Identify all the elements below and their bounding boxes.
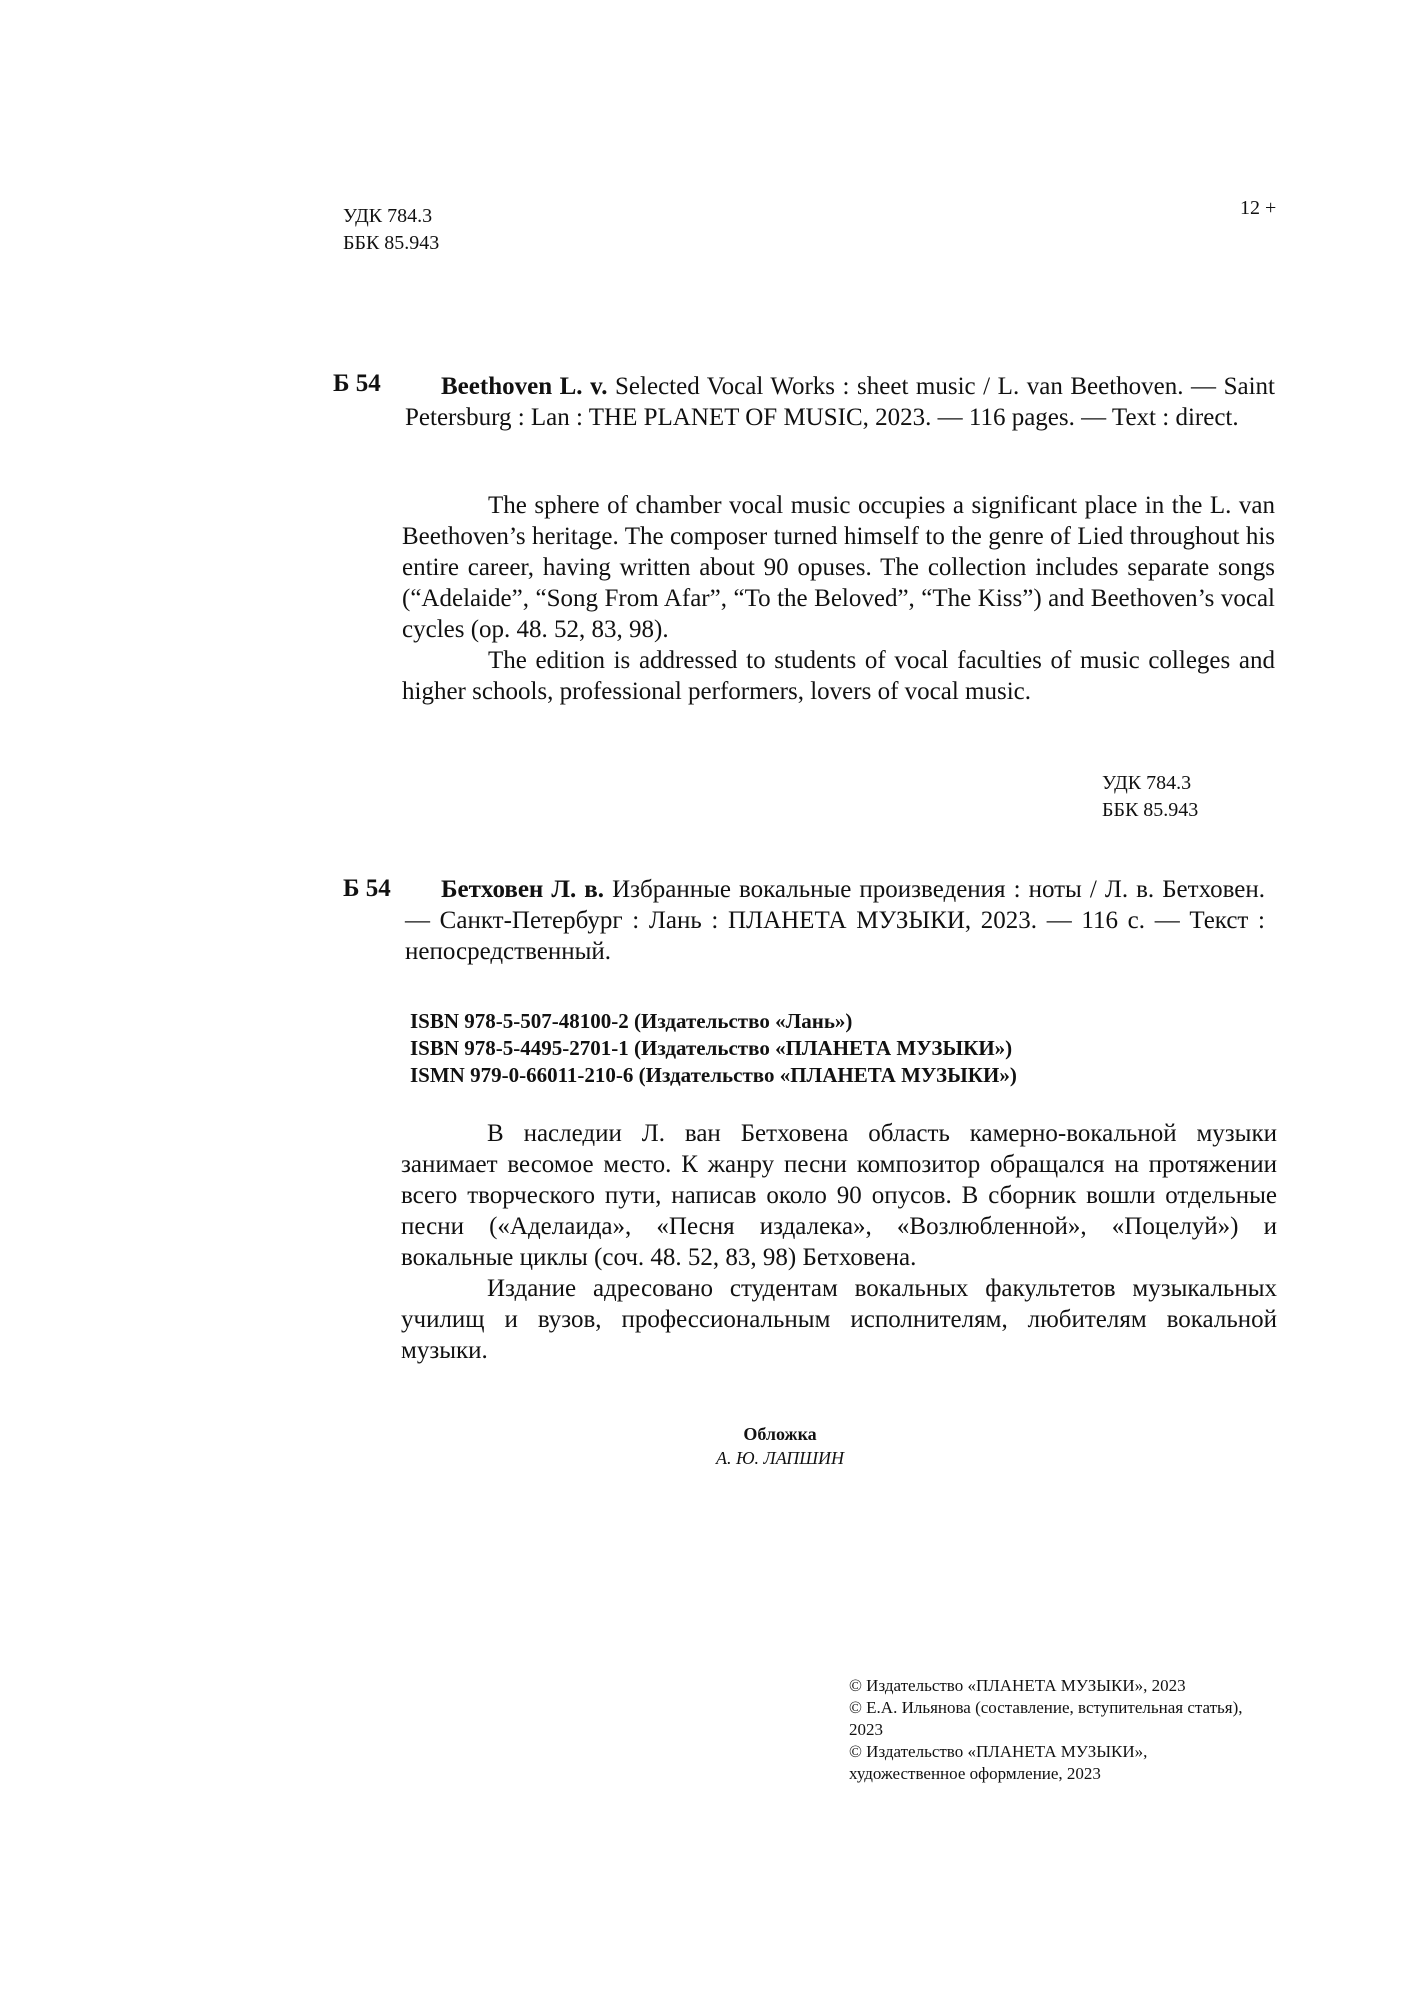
identifiers-block bbox=[410, 1008, 1017, 1089]
russian-entry bbox=[405, 874, 1265, 967]
bbk-code-ru: ББК 85.943 bbox=[1102, 799, 1199, 821]
english-abstract-p1: The sphere of chamber vocal music occupies a significant place in the L. van Beethoven’s heritage. The composer turned himself to the genre of Lied throughout his entire career, having written about 90 opuses. The collection includes separate songs (“Adelaide”, “Song From Afar”, “To the Beloved”, “The Kiss”) and Beethoven’s vocal cycles (op. 48. 52, 83, 98). bbox=[402, 492, 1275, 643]
english-entry-author: Beethoven L. v. bbox=[441, 373, 608, 400]
isbn-lan: ISBN 978-5-507-48100-2 (Издательство «Лань») bbox=[410, 1009, 853, 1033]
russian-entry-author: Бетховен Л. в. bbox=[441, 876, 605, 903]
copyright-design: © Издательство «ПЛАНЕТА МУЗЫКИ», художественное оформление, 2023 bbox=[849, 1742, 1148, 1783]
bbk-code: ББК 85.943 bbox=[343, 232, 440, 254]
russian-entry-text bbox=[405, 874, 1265, 967]
russian-abstract bbox=[401, 1118, 1277, 1366]
udk-code: УДК 784.3 bbox=[343, 205, 433, 227]
english-entry bbox=[405, 371, 1275, 433]
english-abstract bbox=[402, 490, 1275, 707]
copyright-publisher: © Издательство «ПЛАНЕТА МУЗЫКИ», 2023 bbox=[849, 1676, 1186, 1695]
isbn-planeta: ISBN 978-5-4495-2701-1 (Издательство «ПЛАНЕТА МУЗЫКИ») bbox=[410, 1036, 1013, 1060]
russian-abstract-p1: В наследии Л. ван Бетховена область камерно-вокальной музыки занимает весомое место. К жанру песни композитор обращался на протяжении всего творческого пути, написав около 90 опусов. В сборник вошли отдельные песни («Аделаида», «Песня издалека», «Возлюбленной», «Поцелуй») и вокальные циклы (соч. 48. 52, 83, 98) Бетховена. bbox=[401, 1120, 1277, 1271]
cover-label: Обложка bbox=[743, 1424, 817, 1444]
english-entry-text bbox=[405, 371, 1275, 433]
russian-abstract-p2: Издание адресовано студентам вокальных факультетов музыкальных училищ и вузов, профессиональным исполнителям, любителям вокальной музыки. bbox=[401, 1275, 1277, 1364]
english-entry-description: Selected Vocal Works : sheet music / L. van Beethoven. — Saint Petersburg : Lan : THE PLANET OF MUSIC, 2023. — 116 pages. — Text : direct. bbox=[405, 373, 1275, 431]
header-classification bbox=[343, 203, 439, 257]
age-rating: 12 + bbox=[1240, 197, 1277, 219]
english-entry-code: Б 54 bbox=[333, 370, 381, 397]
russian-entry-code: Б 54 bbox=[343, 875, 391, 902]
cover-designer: А. Ю. ЛАПШИН bbox=[715, 1448, 845, 1468]
english-abstract-p2: The edition is addressed to students of vocal faculties of music colleges and higher schools, professional performers, lovers of vocal music. bbox=[402, 647, 1275, 705]
udk-code-ru: УДК 784.3 bbox=[1102, 772, 1192, 794]
russian-classification bbox=[1102, 770, 1198, 824]
ismn-planeta: ISMN 979-0-66011-210-6 (Издательство «ПЛАНЕТА МУЗЫКИ») bbox=[410, 1063, 1017, 1087]
russian-entry-description: Избранные вокальные произведения : ноты / Л. в. Бетховен. — Санкт-Петербург : Лань : ПЛАНЕТА МУЗЫКИ, 2023. — 116 с. — Текст : непосредственный. bbox=[405, 876, 1266, 965]
copyright-compiler: © Е.А. Ильянова (составление, вступительная статья), 2023 bbox=[849, 1698, 1243, 1739]
cover-credit bbox=[640, 1422, 920, 1470]
copyrights bbox=[849, 1675, 1249, 1785]
